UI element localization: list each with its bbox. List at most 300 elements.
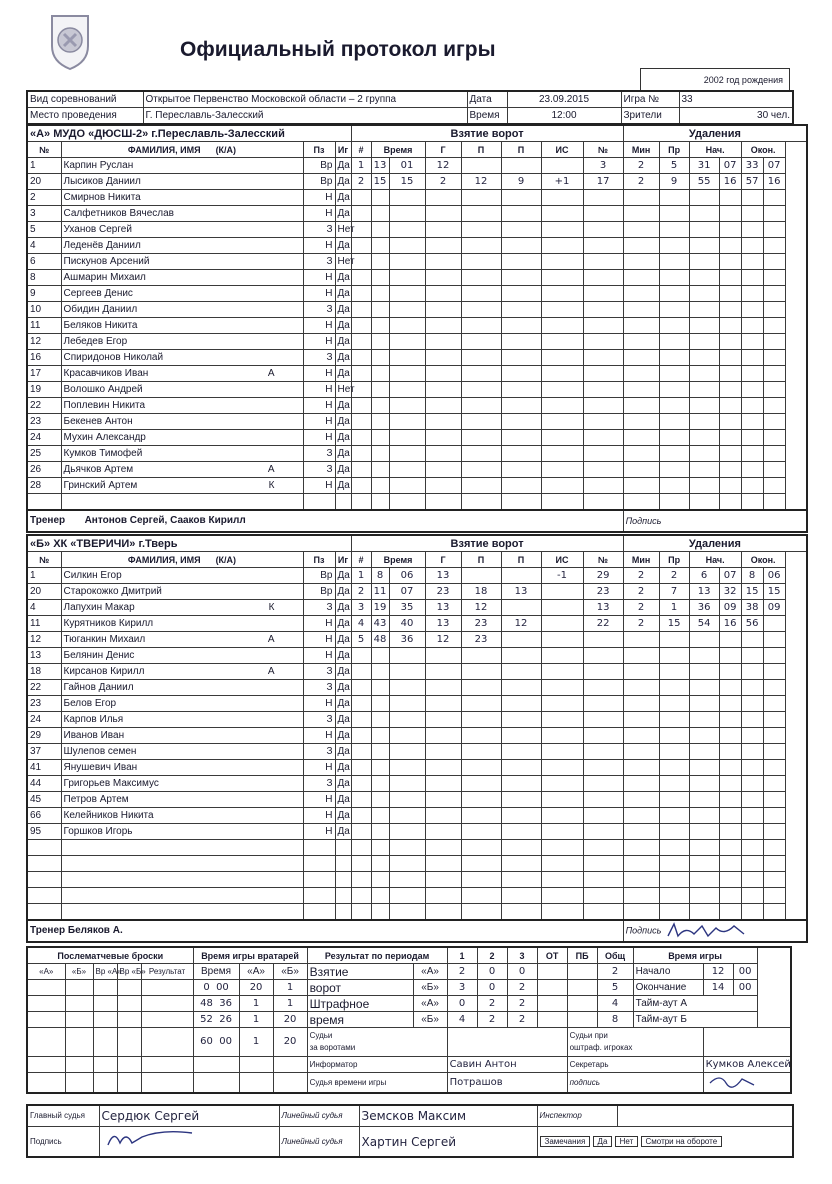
team-a-goal-scorer <box>425 286 461 302</box>
table-row <box>27 776 807 792</box>
team-a-goal-scorer <box>425 446 461 462</box>
player-captain-mark: А <box>267 367 275 379</box>
table-row <box>27 648 807 664</box>
team-a-goal-min <box>371 414 389 430</box>
team-a-player-name <box>61 238 303 254</box>
team-a-goal-min <box>371 270 389 286</box>
team-b-player-played: Да <box>335 808 351 824</box>
team-b-pen-start-min <box>689 840 719 856</box>
team-b-pen-start-min <box>689 728 719 744</box>
end-label: Окончание <box>633 980 703 996</box>
team-b-goal-scorer: 12 <box>425 632 461 648</box>
team-b-goal-assist1 <box>461 728 501 744</box>
team-a-goal-no <box>351 334 371 350</box>
team-a-pen-min: 2 <box>623 174 659 190</box>
col-goal-no: # <box>351 142 371 158</box>
team-b-player-played: Да <box>335 600 351 616</box>
team-b-player-name <box>61 792 303 808</box>
col-situation: ИС <box>541 552 583 568</box>
team-a-pen-min <box>623 446 659 462</box>
team-b-goal-assist2 <box>501 808 541 824</box>
team-a-goal-no: 2 <box>351 174 371 190</box>
team-a-table <box>26 124 808 533</box>
goals-a-team: «А» <box>413 964 447 980</box>
team-b-goal-assist2 <box>501 792 541 808</box>
col-pen-min: Мин <box>623 142 659 158</box>
team-a-pen-end-sec <box>763 222 785 238</box>
player-name-text: Гайнов Даниил <box>63 681 134 693</box>
player-name-text: Сергеев Денис <box>63 287 133 299</box>
team-a-pen-end-sec: 16 <box>763 174 785 190</box>
team-b-goal-no <box>351 776 371 792</box>
team-a-goal-assist2 <box>501 398 541 414</box>
team-b-player-played: Да <box>335 584 351 600</box>
team-b-pen-end-sec <box>763 824 785 840</box>
so-result-col: Результат <box>141 964 193 980</box>
team-b-pen-start-sec <box>719 664 741 680</box>
col-pen-min: Мин <box>623 552 659 568</box>
team-a-player-pos: З <box>303 302 335 318</box>
team-b-pens-header: Удаления <box>623 535 807 552</box>
team-b-pen-end-min <box>741 728 763 744</box>
team-a-pen-min <box>623 430 659 446</box>
team-b-goal-situation <box>541 760 583 776</box>
table-row <box>27 366 807 382</box>
competition-value: Открытое Первенство Московской области – 2 группа <box>143 91 467 108</box>
team-b-player-no <box>27 888 61 904</box>
team-a-player-played: Да <box>335 318 351 334</box>
team-a-player-played: Да <box>335 462 351 478</box>
team-b-goal-min <box>371 840 389 856</box>
team-a-pen-player: 3 <box>583 158 623 174</box>
team-a-pen-min <box>623 270 659 286</box>
table-row <box>27 808 807 824</box>
team-a-goal-no <box>351 462 371 478</box>
team-b-goal-assist1 <box>461 744 501 760</box>
team-a-goal-sec <box>389 494 425 511</box>
table-row <box>27 206 807 222</box>
table-row <box>27 888 807 904</box>
team-a-goal-assist2 <box>501 494 541 511</box>
team-b-pen-min <box>623 712 659 728</box>
team-a-goal-no <box>351 446 371 462</box>
team-a-goal-min <box>371 254 389 270</box>
team-b-goal-no <box>351 680 371 696</box>
player-captain-mark: А <box>267 633 275 645</box>
team-a-goal-assist1 <box>461 190 501 206</box>
team-a-goal-sec <box>389 302 425 318</box>
goals-b-total: 5 <box>597 980 633 996</box>
team-b-pen-start-sec: 09 <box>719 600 741 616</box>
team-b-pen-player: 29 <box>583 568 623 584</box>
team-a-pen-min <box>623 398 659 414</box>
team-b-goal-sec <box>389 792 425 808</box>
team-b-pen-reason <box>659 696 689 712</box>
player-name-text: Старокожко Дмитрий <box>63 585 162 597</box>
team-a-player-no: 5 <box>27 222 61 238</box>
team-b-pen-min: 2 <box>623 584 659 600</box>
team-a-goal-min <box>371 494 389 511</box>
team-b-goal-min <box>371 680 389 696</box>
team-b-goal-scorer <box>425 760 461 776</box>
team-a-pen-end-sec <box>763 286 785 302</box>
player-name-text: Белянин Денис <box>63 649 135 661</box>
team-b-pen-player <box>583 728 623 744</box>
team-b-pen-end-min <box>741 712 763 728</box>
team-b-player-name <box>61 584 303 600</box>
col-assist1: П <box>461 142 501 158</box>
team-a-goal-assist1: 12 <box>461 174 501 190</box>
player-captain-mark: К <box>268 601 275 613</box>
team-b-pen-reason <box>659 632 689 648</box>
team-b-table <box>26 534 808 943</box>
player-name-text: Карпов Илья <box>63 713 124 725</box>
inspector-value <box>617 1105 793 1127</box>
player-name-text: Ашмарин Михаил <box>63 271 146 283</box>
team-a-pen-reason: 5 <box>659 158 689 174</box>
so-gk-a-col: Вр «А» <box>93 964 117 980</box>
team-b-pen-end-min <box>741 776 763 792</box>
team-a-signature: Подпись <box>623 510 807 532</box>
team-a-goal-sec <box>389 446 425 462</box>
team-b-pen-start-min <box>689 664 719 680</box>
team-b-goal-no <box>351 760 371 776</box>
team-b-goal-sec <box>389 712 425 728</box>
team-a-player-name <box>61 302 303 318</box>
team-a-goal-assist1 <box>461 302 501 318</box>
team-a-goal-assist2 <box>501 350 541 366</box>
player-name-text: Белов Егор <box>63 697 117 709</box>
team-b-goal-scorer <box>425 872 461 888</box>
team-b-player-name <box>61 568 303 584</box>
pim-a-team: «А» <box>413 996 447 1012</box>
col-pz: Пз <box>303 142 335 158</box>
period-1-col: 1 <box>447 947 477 964</box>
team-a-goal-assist1 <box>461 206 501 222</box>
col-ig: Иг <box>335 552 351 568</box>
team-b-pen-start-min <box>689 792 719 808</box>
team-a-goal-sec <box>389 334 425 350</box>
team-b-pen-start-min <box>689 808 719 824</box>
team-a-pen-end-min <box>741 398 763 414</box>
team-b-goal-assist2 <box>501 680 541 696</box>
game-no-value: 33 <box>679 91 793 108</box>
team-b-goal-no <box>351 808 371 824</box>
team-b-goal-assist2 <box>501 728 541 744</box>
team-a-player-no: 19 <box>27 382 61 398</box>
player-name-text: Салфетников Вячеслав <box>63 207 174 219</box>
col-pz: Пз <box>303 552 335 568</box>
team-a-pen-start-min <box>689 286 719 302</box>
col-goal-scorer: Г <box>425 142 461 158</box>
team-a-pen-end-min <box>741 238 763 254</box>
team-a-goal-min <box>371 318 389 334</box>
team-a-player-name <box>61 190 303 206</box>
remarks-box: Замечания Да Нет Смотри на обороте <box>537 1127 793 1158</box>
team-b-player-no: 45 <box>27 792 61 808</box>
table-row <box>27 302 807 318</box>
team-a-pen-start-sec <box>719 366 741 382</box>
team-a-goal-sec <box>389 190 425 206</box>
team-a-pen-end-min <box>741 462 763 478</box>
team-b-goal-scorer <box>425 696 461 712</box>
game-no-label: Игра № <box>621 91 679 108</box>
team-b-pen-end-min <box>741 696 763 712</box>
col-no: № <box>27 142 61 158</box>
team-b-goal-scorer <box>425 824 461 840</box>
team-b-pen-player <box>583 744 623 760</box>
table-row <box>27 904 807 921</box>
team-a-player-pos: Вр <box>303 174 335 190</box>
team-a-goal-assist2 <box>501 286 541 302</box>
team-b-title: «Б» ХК «ТВЕРИЧИ» г.Тверь <box>27 535 351 552</box>
team-b-pen-min <box>623 904 659 921</box>
team-b-player-pos <box>303 888 335 904</box>
goals-b-ot <box>537 980 567 996</box>
team-b-pen-reason <box>659 664 689 680</box>
team-a-goal-assist2 <box>501 238 541 254</box>
team-a-player-name <box>61 430 303 446</box>
team-b-player-pos: Н <box>303 824 335 840</box>
team-a-goal-assist2 <box>501 462 541 478</box>
team-b-goal-assist2: 12 <box>501 616 541 632</box>
team-a-pen-min: 2 <box>623 158 659 174</box>
team-b-pen-start-sec <box>719 872 741 888</box>
player-captain-mark: К <box>268 479 275 491</box>
team-b-player-pos: Н <box>303 760 335 776</box>
team-b-pen-start-sec: 07 <box>719 568 741 584</box>
goals-row-label1: Взятие <box>307 964 413 980</box>
team-a-player-played <box>335 494 351 511</box>
player-name-text: Петров Артем <box>63 793 129 805</box>
team-a-pen-reason <box>659 446 689 462</box>
team-b-pen-min: 2 <box>623 616 659 632</box>
team-b-pen-player <box>583 776 623 792</box>
team-b-pen-player <box>583 792 623 808</box>
team-b-pen-reason <box>659 648 689 664</box>
gk-row-2-a: 1 <box>239 996 273 1012</box>
team-a-player-name <box>61 398 303 414</box>
team-a-goal-scorer <box>425 398 461 414</box>
team-b-pen-end-min <box>741 808 763 824</box>
team-b-pen-min <box>623 728 659 744</box>
team-b-player-no: 18 <box>27 664 61 680</box>
team-b-pen-reason <box>659 760 689 776</box>
team-a-pen-player <box>583 494 623 511</box>
team-b-player-pos: Н <box>303 616 335 632</box>
team-a-player-no <box>27 494 61 511</box>
timeout-b: Тайм-аут Б <box>633 1012 757 1028</box>
timekeeper-name: Потрашов <box>447 1073 567 1094</box>
team-a-goal-assist2 <box>501 206 541 222</box>
team-b-pen-end-sec: 06 <box>763 568 785 584</box>
team-a-goal-min <box>371 222 389 238</box>
team-b-pen-end-sec <box>763 856 785 872</box>
team-a-goal-situation <box>541 446 583 462</box>
team-a-pen-start-min <box>689 382 719 398</box>
player-name-text: Карпин Руслан <box>63 159 134 171</box>
team-a-pen-start-sec <box>719 494 741 511</box>
team-a-goal-min <box>371 350 389 366</box>
team-a-pen-min <box>623 334 659 350</box>
player-name-text: Иванов Иван <box>63 729 125 741</box>
team-a-pen-end-sec <box>763 206 785 222</box>
player-name-text: Дьячков Артем <box>63 463 134 475</box>
team-a-goal-min <box>371 478 389 494</box>
team-a-goal-no <box>351 270 371 286</box>
team-a-player-name <box>61 446 303 462</box>
team-a-goal-assist2 <box>501 446 541 462</box>
goals-b-p1: 3 <box>447 980 477 996</box>
gk-row-1: 0 00 <box>193 980 239 996</box>
team-a-pen-start-sec <box>719 190 741 206</box>
end-hour: 14 <box>703 980 733 996</box>
team-a-goal-situation <box>541 238 583 254</box>
goals-b-team: «Б» <box>413 980 447 996</box>
team-a-goal-assist1 <box>461 382 501 398</box>
so-a-col: «А» <box>27 964 65 980</box>
team-a-goal-situation <box>541 462 583 478</box>
team-b-player-pos: З <box>303 680 335 696</box>
team-a-pen-end-min <box>741 414 763 430</box>
team-a-goal-assist2 <box>501 382 541 398</box>
team-a-goal-scorer <box>425 366 461 382</box>
team-b-pen-start-sec: 32 <box>719 584 741 600</box>
team-b-goal-assist2 <box>501 648 541 664</box>
team-a-goal-scorer <box>425 382 461 398</box>
team-b-player-pos: З <box>303 776 335 792</box>
team-a-goal-assist1 <box>461 222 501 238</box>
team-a-pen-start-sec <box>719 462 741 478</box>
team-a-player-pos: Н <box>303 318 335 334</box>
team-b-goal-no: 4 <box>351 616 371 632</box>
team-a-player-played: Да <box>335 174 351 190</box>
team-a-player-played: Да <box>335 302 351 318</box>
team-b-goal-no <box>351 664 371 680</box>
col-pen-no: № <box>583 552 623 568</box>
team-a-pen-end-sec <box>763 494 785 511</box>
team-b-goal-assist2 <box>501 872 541 888</box>
team-a-player-name <box>61 206 303 222</box>
team-a-pen-end-min <box>741 318 763 334</box>
col-ig: Иг <box>335 142 351 158</box>
team-a-pen-end-sec <box>763 478 785 494</box>
col-no: № <box>27 552 61 568</box>
team-a-pen-reason <box>659 414 689 430</box>
team-b-player-no: 11 <box>27 616 61 632</box>
team-a-player-no: 12 <box>27 334 61 350</box>
player-name-text: Гринский Артем <box>63 479 138 491</box>
team-b-player-name <box>61 904 303 921</box>
team-a-goal-assist1 <box>461 366 501 382</box>
team-a-goal-situation: +1 <box>541 174 583 190</box>
team-b-goal-situation: -1 <box>541 568 583 584</box>
team-b-player-name <box>61 680 303 696</box>
team-b-goal-assist1 <box>461 872 501 888</box>
col-assist2: П <box>501 552 541 568</box>
player-name-text: Красавчиков Иван <box>63 367 149 379</box>
team-b-goal-assist1 <box>461 792 501 808</box>
team-b-goal-min: 11 <box>371 584 389 600</box>
team-b-goal-scorer <box>425 856 461 872</box>
table-row <box>27 334 807 350</box>
team-a-pen-start-min <box>689 462 719 478</box>
team-a-pen-player <box>583 286 623 302</box>
team-b-goal-scorer <box>425 792 461 808</box>
team-a-pen-start-min <box>689 334 719 350</box>
team-b-pen-reason <box>659 824 689 840</box>
remarks-yes[interactable]: Да <box>593 1136 613 1147</box>
table-row <box>27 222 807 238</box>
team-b-goal-no <box>351 888 371 904</box>
team-a-pen-end-min <box>741 302 763 318</box>
team-a-pen-start-min <box>689 398 719 414</box>
team-a-goal-min <box>371 398 389 414</box>
team-a-player-played: Да <box>335 334 351 350</box>
team-b-player-played: Да <box>335 680 351 696</box>
team-b-pen-start-min <box>689 648 719 664</box>
gk-row-3: 52 26 <box>193 1012 239 1028</box>
col-pen-no: № <box>583 142 623 158</box>
period-ot-col: ОТ <box>537 947 567 964</box>
team-a-player-no: 11 <box>27 318 61 334</box>
team-b-pen-end-sec <box>763 888 785 904</box>
team-b-player-played: Да <box>335 824 351 840</box>
penalty-judges-label: Судьи при оштраф. игроках <box>567 1028 703 1057</box>
team-b-player-no: 29 <box>27 728 61 744</box>
team-b-signature: Подпись <box>623 920 807 942</box>
col-pen-reason: Пр <box>659 142 689 158</box>
team-b-pen-start-min <box>689 696 719 712</box>
team-a-goal-min <box>371 238 389 254</box>
team-b-pen-end-min <box>741 824 763 840</box>
player-name-text: Лапухин Макар <box>63 601 135 613</box>
remarks-no[interactable]: Нет <box>615 1136 639 1147</box>
team-b-goal-no <box>351 648 371 664</box>
pim-b-team: «Б» <box>413 1012 447 1028</box>
team-a-pen-end-min: 57 <box>741 174 763 190</box>
goals-row-label2: ворот <box>307 980 413 996</box>
gk-row-3-a: 1 <box>239 1012 273 1028</box>
team-b-goal-no: 3 <box>351 600 371 616</box>
team-b-goal-assist2 <box>501 824 541 840</box>
col-name: ФАМИЛИЯ, ИМЯ (К/А) <box>61 142 303 158</box>
goals-a-ot <box>537 964 567 980</box>
team-b-goal-no <box>351 792 371 808</box>
team-b-pen-start-min <box>689 856 719 872</box>
team-b-pen-reason: 1 <box>659 600 689 616</box>
team-a-pen-start-sec <box>719 478 741 494</box>
team-b-pen-start-sec <box>719 696 741 712</box>
team-a-pen-min <box>623 302 659 318</box>
table-row <box>27 158 807 174</box>
inspector-label: Инспектор <box>537 1105 617 1127</box>
team-a-pen-reason <box>659 398 689 414</box>
team-b-player-name <box>61 648 303 664</box>
date-label: Дата <box>467 91 507 108</box>
team-a-player-pos: Н <box>303 238 335 254</box>
gk-b-col: «Б» <box>273 964 307 980</box>
team-a-player-no: 3 <box>27 206 61 222</box>
team-a-pen-reason <box>659 206 689 222</box>
team-b-goal-scorer <box>425 648 461 664</box>
team-a-pen-player <box>583 478 623 494</box>
team-b-goal-sec <box>389 824 425 840</box>
team-b-goal-scorer: 13 <box>425 568 461 584</box>
team-a-pen-end-sec <box>763 350 785 366</box>
col-pen-end: Окон. <box>741 552 785 568</box>
team-b-player-played: Да <box>335 792 351 808</box>
